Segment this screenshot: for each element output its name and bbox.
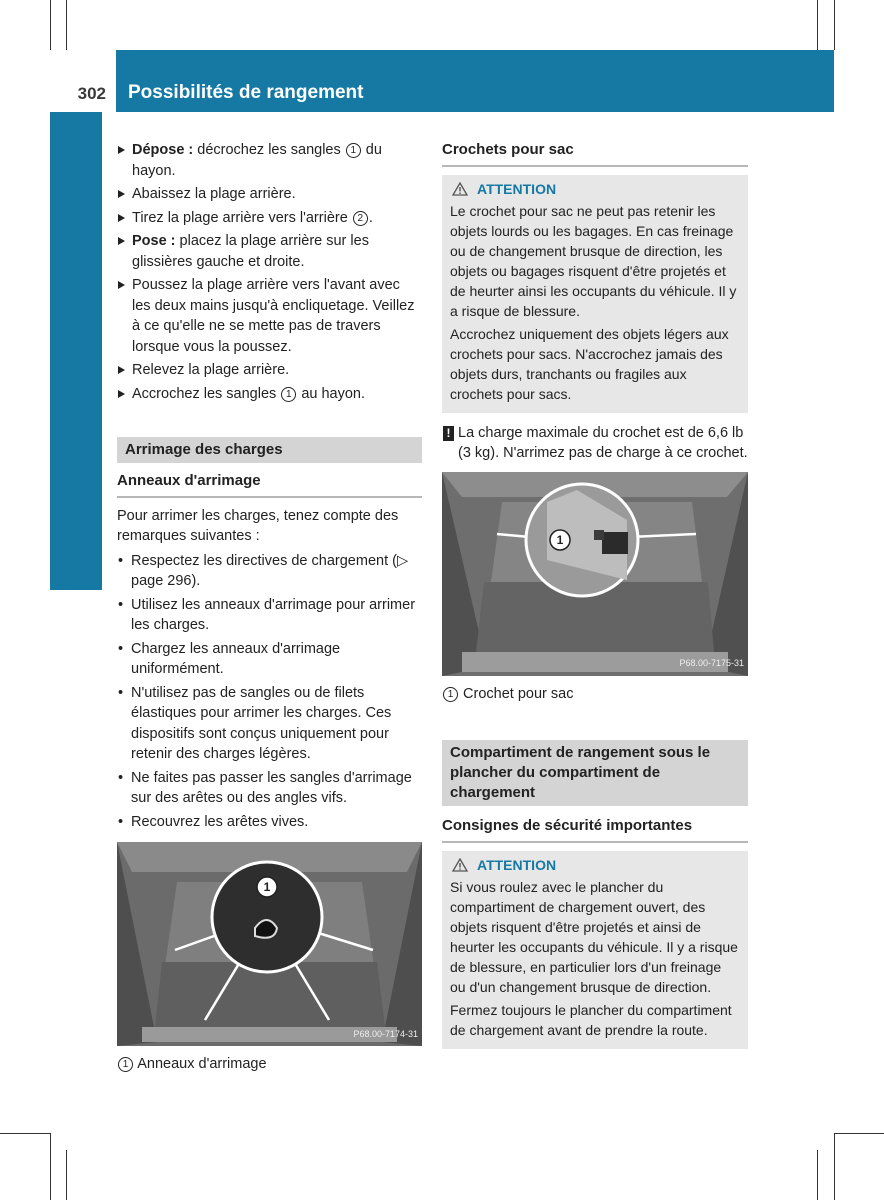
- right-column: [442, 140, 748, 1049]
- subheading-crochets: Crochets pour sac: [442, 140, 748, 167]
- instruction-steps: [117, 140, 422, 404]
- warning-triangle-icon: [452, 182, 468, 196]
- step-text: .: [368, 209, 373, 226]
- bullet-list: [117, 551, 422, 833]
- step-keyword: Pose :: [132, 233, 176, 249]
- note-text: La charge maximale du crochet est de 6,6 lb (3 kg). N'arrimez pas de charge à ce crochet.: [458, 424, 748, 461]
- step-text: au hayon.: [297, 385, 366, 402]
- photo-code: P68.00-7174-31: [353, 1028, 418, 1039]
- step-text: du hayon.: [132, 142, 382, 179]
- instruction-step: [117, 140, 422, 181]
- caption-text: Crochet pour sac: [463, 685, 574, 702]
- crop-mark: [66, 1150, 67, 1200]
- photo-tie-down-rings: [117, 842, 422, 1046]
- callout-marker: 1: [281, 387, 296, 402]
- photo-callout-1: 1: [556, 532, 564, 547]
- warning-text: Si vous roulez avec le plancher du compartiment de chargement ouvert, des objets risquent d'être projetés et ainsi de heurter les occupants du véhicule. Il y a risque de blessure, en particulier lors d'un freinage ou d'un changement brusque de direction.: [450, 878, 738, 995]
- photo-caption: [442, 684, 748, 705]
- warning-box-1: [442, 175, 748, 413]
- bullet-item: • Ne faites pas passer les sangles d'arrimage sur des arêtes ou des angles vifs.: [117, 768, 422, 809]
- photo-callout-1: 1: [263, 880, 271, 894]
- trunk-image: [117, 842, 422, 1046]
- step-keyword: Dépose :: [132, 142, 194, 158]
- step-text: Abaissez la plage arrière.: [132, 186, 296, 202]
- step-text: Tirez la plage arrière vers l'arrière: [132, 209, 352, 226]
- crop-mark: [0, 1133, 50, 1134]
- step-text: Poussez la plage arrière vers l'avant avec les deux mains jusqu'à encliquetage. Veillez à ce qu'elle ne se mette pas de travers lorsque vous la poussez.: [132, 277, 415, 355]
- warning-instruction: Accrochez uniquement des objets légers aux crochets pour sacs. N'accrochez jamais des objets durs, tranchants ou fragiles aux crochets pour sacs.: [450, 325, 729, 402]
- crop-mark: [834, 1133, 835, 1200]
- intro-text: Pour arrimer les charges, tenez compte des remarques suivantes :: [117, 507, 399, 544]
- instruction-step: [117, 384, 422, 405]
- crop-mark: [834, 0, 835, 50]
- caption-text: Anneaux d'arrimage: [137, 1056, 267, 1072]
- step-text: Accrochez les sangles: [132, 385, 281, 402]
- subheading-consignes: Consignes de sécurité importantes: [442, 816, 748, 843]
- warning-text: Le crochet pour sac ne peut pas retenir les objets lourds ou les bagages. En cas freinage ou de changement brusque de direction, les objets ou bagages risquent d'être projetés et de heurter ainsi les occupants du véhicule. Il y a risque de blessure.: [450, 202, 737, 319]
- note-block: [442, 423, 748, 464]
- step-text: Relevez la plage arrière.: [132, 362, 290, 378]
- bullet-item: • Recouvrez les arêtes vives.: [117, 812, 422, 833]
- warning-instruction: Fermez toujours le plancher du compartiment de chargement avant de prendre la route.: [450, 1001, 732, 1038]
- left-column: [117, 140, 422, 1075]
- bullet-item: • Utilisez les anneaux d'arrimage pour arrimer les charges.: [117, 595, 422, 636]
- crop-mark: [50, 0, 51, 50]
- callout-marker: 1: [346, 143, 361, 158]
- caption-marker: 1: [118, 1057, 133, 1072]
- page-title: Possibilités de rangement: [128, 82, 364, 103]
- step-text: placez la plage arrière sur les glissières gauche et droite.: [132, 233, 369, 270]
- warning-title: ATTENTION: [450, 179, 740, 199]
- crop-mark: [817, 1150, 818, 1200]
- crop-mark: [50, 1133, 51, 1200]
- bullet-item: • Chargez les anneaux d'arrimage uniformément.: [117, 639, 422, 680]
- bullet-item: • N'utilisez pas de sangles ou de filets élastiques pour arrimer les charges. Ces dispositifs sont conçus uniquement pour retenir des charges légères.: [117, 683, 422, 765]
- crop-mark: [66, 0, 67, 50]
- crop-mark: [817, 0, 818, 50]
- warning-title: ATTENTION: [450, 855, 740, 875]
- warning-box-2: [442, 851, 748, 1049]
- step-text: décrochez les sangles: [193, 142, 345, 158]
- section-heading-arrimage: Arrimage des charges: [117, 437, 422, 463]
- caption-marker: 1: [443, 687, 458, 702]
- callout-marker: 2: [353, 211, 368, 226]
- bullet-item: • Respectez les directives de chargement (▷ page 296).: [117, 551, 422, 592]
- side-tab-label: Rangement et autres: [64, 328, 87, 536]
- crop-mark: [834, 1133, 884, 1134]
- photo-bag-hook: [442, 472, 748, 676]
- exclamation-icon: !: [443, 426, 454, 441]
- subheading-anneaux: Anneaux d'arrimage: [117, 471, 422, 498]
- page-number: 302: [77, 84, 106, 103]
- instruction-step: [117, 360, 422, 381]
- photo-code: P68.00-7175-31: [679, 658, 744, 668]
- instruction-step: [117, 275, 422, 357]
- instruction-step: [117, 184, 422, 205]
- instruction-step: [117, 208, 422, 229]
- section-heading-compartiment: Compartiment de rangement sous le plancher du compartiment de chargement: [442, 740, 748, 806]
- photo-caption: [117, 1054, 422, 1075]
- instruction-step: [117, 231, 422, 272]
- warning-triangle-icon: [452, 858, 468, 872]
- trunk-image: [442, 472, 748, 676]
